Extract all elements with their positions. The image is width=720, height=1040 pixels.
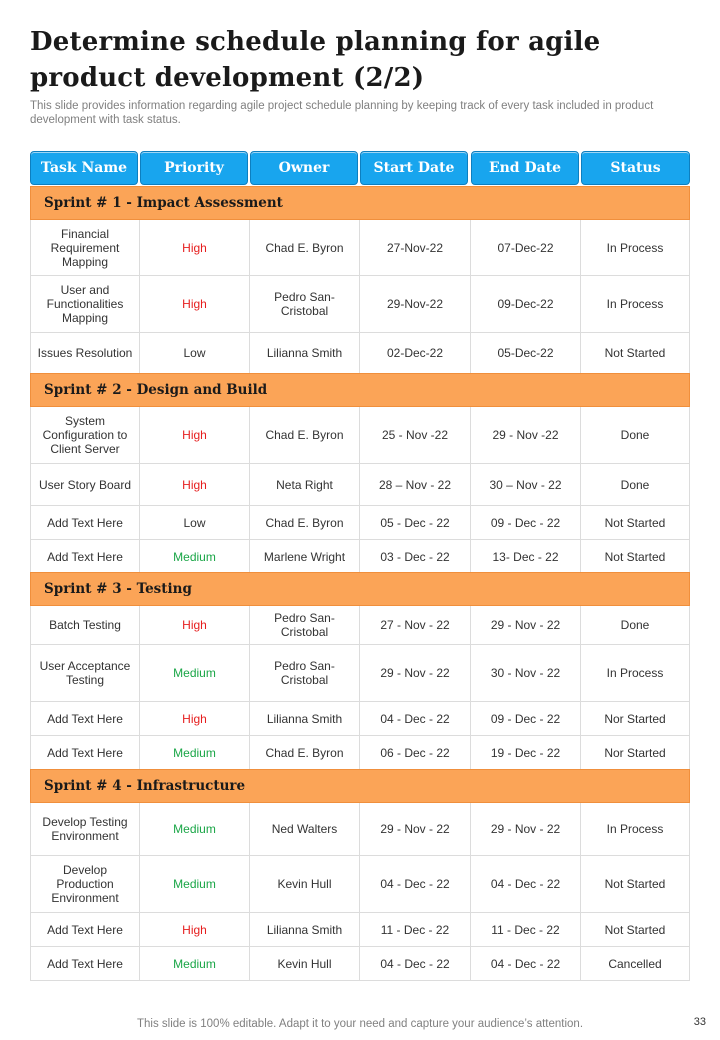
table-row <box>30 333 690 374</box>
sprint-header-3: Sprint # 3 - Testing <box>30 572 690 606</box>
table-row <box>30 276 690 333</box>
table-row <box>30 803 690 856</box>
status-cell: Not Started <box>581 856 690 913</box>
end-date-cell: 29 - Nov - 22 <box>471 803 581 856</box>
owner-cell: Kevin Hull <box>250 947 360 981</box>
priority-cell: Medium <box>140 645 250 702</box>
task-name-cell: Develop Production Environment <box>30 856 140 913</box>
end-date-cell: 29 - Nov -22 <box>471 407 581 464</box>
col-priority-header: Priority <box>140 151 248 185</box>
priority-cell: Low <box>140 506 250 540</box>
table-row <box>30 736 690 770</box>
end-date-cell: 09 - Dec - 22 <box>471 506 581 540</box>
owner-cell: Pedro San-Cristobal <box>250 645 360 702</box>
table-row <box>30 913 690 947</box>
page-subtitle: This slide provides information regarding agile project schedule planning by keeping track of every task included in product development with task status. <box>30 100 654 126</box>
owner-cell: Chad E. Byron <box>250 220 360 276</box>
owner-cell: Chad E. Byron <box>250 506 360 540</box>
footer-note: This slide is 100% editable. Adapt it to your need and capture your audience’s attention. <box>136 1018 584 1030</box>
end-date-cell: 04 - Dec - 22 <box>471 947 581 981</box>
table-row <box>30 947 690 981</box>
owner-cell: Chad E. Byron <box>250 736 360 770</box>
start-date-cell: 04 - Dec - 22 <box>360 856 471 913</box>
table-row <box>30 856 690 913</box>
owner-cell: Lilianna Smith <box>250 333 360 374</box>
start-date-cell: 05 - Dec - 22 <box>360 506 471 540</box>
end-date-cell: 09 - Dec - 22 <box>471 702 581 736</box>
owner-cell: Marlene Wright <box>250 540 360 574</box>
status-cell: Done <box>581 606 690 645</box>
task-name-cell: Issues Resolution <box>30 333 140 374</box>
start-date-cell: 27-Nov-22 <box>360 220 471 276</box>
page-title: Determine schedule planning for agile product development (2/2) <box>30 27 601 93</box>
page-number: 33 <box>693 1016 706 1028</box>
task-name-cell: Develop Testing Environment <box>30 803 140 856</box>
task-name-cell: Add Text Here <box>30 947 140 981</box>
priority-cell: High <box>140 702 250 736</box>
status-cell: In Process <box>581 220 690 276</box>
priority-cell: Medium <box>140 856 250 913</box>
start-date-cell: 03 - Dec - 22 <box>360 540 471 574</box>
col-task-name-header: Task Name <box>30 151 138 185</box>
task-name-cell: Add Text Here <box>30 702 140 736</box>
task-name-cell: Batch Testing <box>30 606 140 645</box>
end-date-cell: 05-Dec-22 <box>471 333 581 374</box>
priority-cell: High <box>140 913 250 947</box>
end-date-cell: 04 - Dec - 22 <box>471 856 581 913</box>
start-date-cell: 11 - Dec - 22 <box>360 913 471 947</box>
table-header <box>30 151 692 185</box>
sprint-header-1: Sprint # 1 - Impact Assessment <box>30 186 690 220</box>
owner-cell: Kevin Hull <box>250 856 360 913</box>
priority-cell: Medium <box>140 803 250 856</box>
priority-cell: Medium <box>140 540 250 574</box>
sprint-header-4: Sprint # 4 - Infrastructure <box>30 769 690 803</box>
task-name-cell: User Story Board <box>30 464 140 506</box>
start-date-cell: 25 - Nov -22 <box>360 407 471 464</box>
owner-cell: Lilianna Smith <box>250 702 360 736</box>
start-date-cell: 06 - Dec - 22 <box>360 736 471 770</box>
status-cell: Not Started <box>581 913 690 947</box>
owner-cell: Neta Right <box>250 464 360 506</box>
end-date-cell: 07-Dec-22 <box>471 220 581 276</box>
task-name-cell: Add Text Here <box>30 506 140 540</box>
task-name-cell: Add Text Here <box>30 913 140 947</box>
status-cell: Cancelled <box>581 947 690 981</box>
owner-cell: Chad E. Byron <box>250 407 360 464</box>
priority-cell: High <box>140 276 250 333</box>
task-name-cell: Add Text Here <box>30 540 140 574</box>
start-date-cell: 04 - Dec - 22 <box>360 702 471 736</box>
table-row <box>30 606 690 645</box>
status-cell: Done <box>581 407 690 464</box>
col-start-date-header: Start Date <box>360 151 468 185</box>
priority-cell: Low <box>140 333 250 374</box>
table-row <box>30 702 690 736</box>
status-cell: Not Started <box>581 540 690 574</box>
table-row <box>30 464 690 506</box>
end-date-cell: 19 - Dec - 22 <box>471 736 581 770</box>
status-cell: Nor Started <box>581 702 690 736</box>
table-row <box>30 220 690 276</box>
start-date-cell: 29 - Nov - 22 <box>360 645 471 702</box>
status-cell: In Process <box>581 276 690 333</box>
task-name-cell: User and Functionalities Mapping <box>30 276 140 333</box>
col-end-date-header: End Date <box>471 151 579 185</box>
task-name-cell: System Configuration to Client Server <box>30 407 140 464</box>
owner-cell: Pedro San-Cristobal <box>250 606 360 645</box>
table-row <box>30 645 690 702</box>
end-date-cell: 13- Dec - 22 <box>471 540 581 574</box>
table-row <box>30 407 690 464</box>
start-date-cell: 27 - Nov - 22 <box>360 606 471 645</box>
task-name-cell: User Acceptance Testing <box>30 645 140 702</box>
start-date-cell: 04 - Dec - 22 <box>360 947 471 981</box>
end-date-cell: 29 - Nov - 22 <box>471 606 581 645</box>
sprint-header-2: Sprint # 2 - Design and Build <box>30 373 690 407</box>
status-cell: Done <box>581 464 690 506</box>
start-date-cell: 29 - Nov - 22 <box>360 803 471 856</box>
status-cell: Not Started <box>581 506 690 540</box>
priority-cell: High <box>140 464 250 506</box>
status-cell: Not Started <box>581 333 690 374</box>
start-date-cell: 02-Dec-22 <box>360 333 471 374</box>
priority-cell: High <box>140 407 250 464</box>
table-row <box>30 506 690 540</box>
priority-cell: Medium <box>140 736 250 770</box>
owner-cell: Lilianna Smith <box>250 913 360 947</box>
owner-cell: Pedro San-Cristobal <box>250 276 360 333</box>
col-status-header: Status <box>581 151 690 185</box>
end-date-cell: 09-Dec-22 <box>471 276 581 333</box>
status-cell: In Process <box>581 645 690 702</box>
end-date-cell: 11 - Dec - 22 <box>471 913 581 947</box>
task-name-cell: Financial Requirement Mapping <box>30 220 140 276</box>
end-date-cell: 30 – Nov - 22 <box>471 464 581 506</box>
priority-cell: High <box>140 220 250 276</box>
start-date-cell: 29-Nov-22 <box>360 276 471 333</box>
task-name-cell: Add Text Here <box>30 736 140 770</box>
status-cell: Nor Started <box>581 736 690 770</box>
priority-cell: High <box>140 606 250 645</box>
col-owner-header: Owner <box>250 151 358 185</box>
table-row <box>30 540 690 574</box>
start-date-cell: 28 – Nov - 22 <box>360 464 471 506</box>
status-cell: In Process <box>581 803 690 856</box>
priority-cell: Medium <box>140 947 250 981</box>
end-date-cell: 30 - Nov - 22 <box>471 645 581 702</box>
owner-cell: Ned Walters <box>250 803 360 856</box>
